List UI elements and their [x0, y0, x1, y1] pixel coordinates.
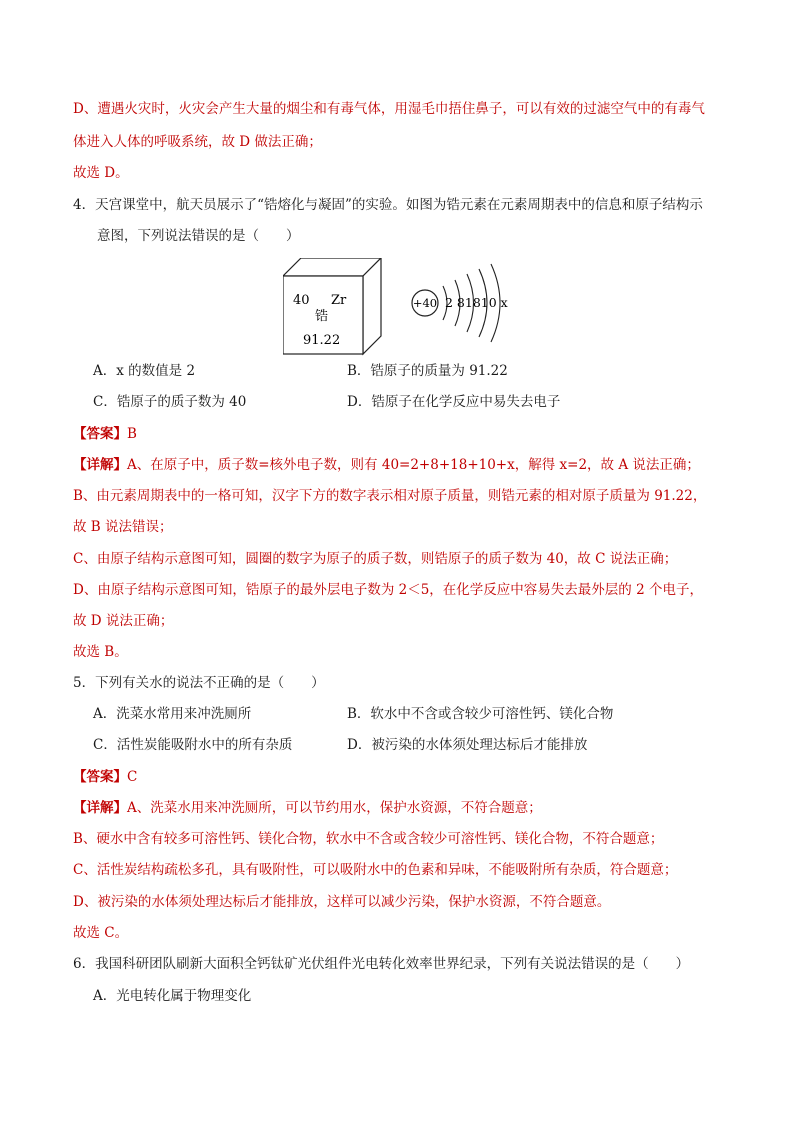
zirconium-figure — [283, 258, 513, 358]
q5-detail-d: D、被污染的水体须处理达标后才能排放，这样可以减少污染，保护水资源，不符合题意。 — [73, 894, 611, 910]
nucleus-charge: +40 — [412, 296, 438, 310]
q4-detail-b1: B、由元素周期表中的一格可知，汉字下方的数字表示相对原子质量，则锆元素的相对原子质量为 91.22， — [73, 488, 707, 504]
q5-option-a: A．洗菜水常用来冲洗厕所 — [93, 706, 252, 722]
detail-text: A、在原子中，质子数=核外电子数，则有 40=2+8+18+10+x，解得 x=2，故 A 说法正确； — [127, 457, 700, 473]
answer-value: B — [127, 426, 137, 442]
detail-tag: 【详解】 — [73, 800, 127, 816]
q4-detail-d1: D、由原子结构示意图可知，锆原子的最外层电子数为 2＜5，在化学反应中容易失去最外层的 2 个电子， — [73, 582, 703, 598]
q4-detail-b2: 故 B 说法错误； — [73, 519, 173, 535]
q4-option-c: C．锆原子的质子数为 40 — [93, 394, 247, 410]
prev-d-line1: D、遭遇火灾时，火灾会产生大量的烟尘和有毒气体，用湿毛巾捂住鼻子，可以有效的过滤空气中的有毒气 — [73, 101, 705, 117]
q4-answer — [73, 424, 137, 444]
q4-stem-line2: 意图，下列说法错误的是（ ） — [97, 228, 300, 244]
atomic-number: 40 — [293, 293, 310, 308]
q4-stem-line1: 4．天宫课堂中，航天员展示了“锆熔化与凝固”的实验。如图为锆元素在元素周期表中的信息和原子结构示 — [73, 197, 703, 213]
atomic-mass: 91.22 — [303, 333, 341, 348]
q5-option-c: C．活性炭能吸附水中的所有杂质 — [93, 737, 293, 753]
answer-value: C — [127, 769, 138, 785]
q4-choose: 故选 B。 — [73, 644, 128, 660]
q5-stem: 5．下列有关水的说法不正确的是（ ） — [73, 675, 325, 691]
q6-stem: 6．我国科研团队刷新大面积全钙钛矿光伏组件光电转化效率世界纪录，下列有关说法错误的是（ ） — [73, 956, 690, 972]
prev-choose: 故选 D。 — [73, 165, 129, 181]
q6-option-a: A．光电转化属于物理变化 — [93, 988, 252, 1004]
q4-detail-a — [73, 455, 700, 475]
q4-option-b: B．锆原子的质量为 91.22 — [347, 363, 508, 379]
q4-option-d: D．锆原子在化学反应中易失去电子 — [347, 394, 561, 410]
q5-detail-a — [73, 798, 542, 818]
q5-choose: 故选 C。 — [73, 925, 129, 941]
element-name: 锆 — [315, 309, 329, 324]
q4-option-a: A．x 的数值是 2 — [93, 363, 196, 379]
detail-tag: 【详解】 — [73, 457, 127, 473]
element-symbol: Zr — [331, 293, 347, 308]
electron-shells: 2 81810 x — [445, 295, 508, 310]
q4-detail-c: C、由原子结构示意图可知，圆圈的数字为原子的质子数，则锆原子的质子数为 40，故 C 说法正确； — [73, 551, 678, 567]
q5-option-b: B．软水中不含或含较少可溶性钙、镁化合物 — [347, 706, 614, 722]
q5-option-d: D．被污染的水体须处理达标后才能排放 — [347, 737, 588, 753]
q5-detail-c: C、活性炭结构疏松多孔，具有吸附性，可以吸附水中的色素和异味，不能吸附所有杂质，符合题意； — [73, 862, 678, 878]
q5-answer — [73, 767, 137, 787]
q4-detail-d2: 故 D 说法正确； — [73, 613, 174, 629]
answer-tag: 【答案】 — [73, 426, 127, 442]
detail-text: A、洗菜水用来冲洗厕所，可以节约用水，保护水资源，不符合题意； — [127, 800, 542, 816]
q5-detail-b: B、硬水中含有较多可溶性钙、镁化合物，软水中不含或含较少可溶性钙、镁化合物，不符合题意； — [73, 831, 664, 847]
prev-d-line2: 体进入人体的呼吸系统，故 D 做法正确； — [73, 134, 322, 150]
answer-tag: 【答案】 — [73, 769, 127, 785]
